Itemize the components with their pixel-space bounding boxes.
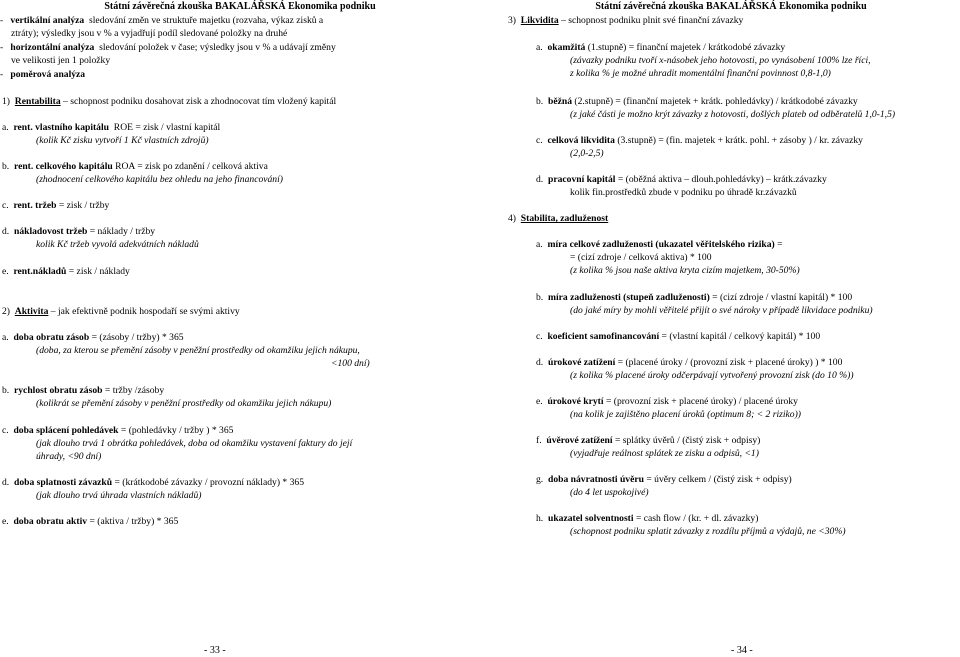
item-note: (na kolik je zajištěno placení úroků (optimum 8; < 2 riziko)) [570, 409, 801, 420]
list-item: d. nákladovost tržeb = náklady / tržby [2, 226, 156, 237]
page-header: Státní závěrečná zkouška BAKALÁŘSKÁ Ekonomika podniku [104, 1, 376, 12]
list-item: g. doba návratnosti úvěru = úvěry celkem / (čistý zisk + odpisy) [536, 474, 792, 485]
list-item: b. míra zadluženosti (stupeň zadluženosti) = (cizí zdroje / vlastní kapitál) * 100 [536, 292, 853, 303]
item-note: (zhodnocení celkového kapitálu bez ohledu na jeho financování) [36, 174, 283, 185]
list-item: d. doba splatnosti závazků = (krátkodobé závazky / provozní náklady) * 365 [2, 477, 304, 488]
list-item: c. rent. tržeb = zisk / tržby [2, 200, 110, 211]
section-heading-likvidita: 3) Likvidita – schopnost podniku plnit své finanční závazky [508, 15, 744, 26]
item-note: (z kolika % jsou naše aktiva kryta cizím majetkem, 30-50%) [570, 265, 800, 276]
list-item: b. rychlost obratu zásob = tržby /zásoby [2, 385, 165, 396]
list-item: e. doba obratu aktiv = (aktiva / tržby) * 365 [2, 516, 179, 527]
list-item: h. ukazatel solventnosti = cash flow / (kr. + dl. závazky) [536, 513, 759, 524]
right-page [506, 0, 956, 657]
list-item: c. doba splácení pohledávek = (pohledávky / tržby ) * 365 [2, 425, 234, 436]
item-note: = (cizí zdroje / celková aktiva) * 100 [570, 252, 712, 263]
item-note: (do 4 let uspokojivé) [570, 487, 649, 498]
page-number: - 34 - [731, 645, 753, 656]
list-item: a. doba obratu zásob = (zásoby / tržby) * 365 [2, 332, 184, 343]
item-note: (schopnost podniku splatit závazky z rozdílu příjmů a výdajů, ne <30%) [570, 526, 846, 537]
list-item: a. míra celkové zadluženosti (ukazatel věřitelského rizika) = [536, 239, 783, 250]
page-header: Státní závěrečná zkouška BAKALÁŘSKÁ Ekonomika podniku [595, 1, 867, 12]
intro-item: - horizontální analýza sledování položek v čase; výsledky jsou v % a udávají změny [0, 42, 336, 53]
item-note: (závazky podniku tvoří x-násobek jeho hotovosti, po vynásobení 100% lze říci, [570, 55, 871, 66]
list-item: a. rent. vlastního kapitálu ROE = zisk / vlastní kapitál [2, 122, 221, 133]
section-heading-rentabilita: 1) Rentabilita – schopnost podniku dosahovat zisk a zhodnocovat tím vložený kapitál [2, 96, 337, 107]
item-note: (do jaké míry by mohli věřitelé přijít o své nároky v případě likvidace podniku) [570, 305, 873, 316]
item-note: (kolikrát se přemění zásoby v peněžní prostředky od okamžiku jejich nákupu) [36, 398, 332, 409]
item-note: (z kolika % placené úroky odčerpávají vytvořený provozní zisk (do 10 %)) [570, 370, 854, 381]
list-item: e. úrokové krytí = (provozní zisk + placené úroky) / placené úroky [536, 396, 798, 407]
item-note: (2,0-2,5) [570, 148, 604, 159]
intro-item: - poměrová analýza [0, 69, 86, 80]
list-item: a. okamžitá (1.stupně) = finanční majetek / krátkodobé závazky [536, 42, 786, 53]
item-note: (z jaké části je možno krýt závazky z hotovosti, došlých plateb od odběratelů 1,0-1,5) [570, 109, 896, 120]
list-item: f. úvěrové zatížení = splátky úvěrů / (čistý zisk + odpisy) [536, 435, 761, 446]
list-item: b. rent. celkového kapitálu ROA = zisk po zdanění / celková aktiva [2, 161, 268, 172]
intro-item-cont: ztráty); výsledky jsou v % a vyjadřují podíl sledované položky na druhé [11, 28, 288, 39]
item-note: kolik fin.prostředků zbude v podniku po úhradě kr.závazků [570, 187, 797, 198]
item-note: úhrady, <90 dní) [36, 451, 102, 462]
item-note: z kolika % je možné uhradit momentální finanční povinnost 0,8-1,0) [570, 68, 831, 79]
item-note: (doba, za kterou se přemění zásoby v peněžní prostředky od okamžiku jejich nákupu, [36, 345, 360, 356]
item-note: <100 dní) [331, 358, 370, 369]
list-item: c. koeficient samofinancování = (vlastní kapitál / celkový kapitál) * 100 [536, 331, 821, 342]
item-note: kolik Kč tržeb vyvolá adekvátních nákladů [36, 239, 199, 250]
item-note: (jak dlouho trvá 1 obrátka pohledávek, doba od okamžiku vystavení faktury do její [36, 438, 353, 449]
list-item: d. pracovní kapitál = (oběžná aktiva – dlouh.pohledávky) – krátk.závazky [536, 174, 827, 185]
section-heading-stabilita: 4) Stabilita, zadluženost [508, 213, 609, 224]
intro-item: - vertikální analýza sledování změn ve struktuře majetku (rozvaha, výkaz zisků a [0, 15, 324, 26]
item-note: (jak dlouho trvá úhrada vlastních nákladů) [36, 490, 202, 501]
list-item: d. úrokové zatížení = (placené úroky / (provozní zisk + placené úroky) ) * 100 [536, 357, 843, 368]
item-note: (vyjadřuje reálnost splátek ze zisku a odpisů, <1) [570, 448, 759, 459]
list-item: e. rent.nákladů = zisk / náklady [2, 266, 130, 277]
section-heading-aktivita: 2) Aktivita – jak efektivně podnik hospodaří se svými aktivy [2, 306, 240, 317]
list-item: b. běžná (2.stupně) = (finanční majetek + krátk. pohledávky) / krátkodobé závazky [536, 96, 858, 107]
page-number: - 33 - [204, 645, 226, 656]
list-item: c. celková likvidita (3.stupně) = (fin. majetek + krátk. pohl. + zásoby ) / kr. závazky [536, 135, 863, 146]
intro-item-cont: ve velikosti jen 1 položky [11, 55, 111, 66]
item-note: (kolik Kč zisku vytvoří 1 Kč vlastních zdrojů) [36, 135, 209, 146]
